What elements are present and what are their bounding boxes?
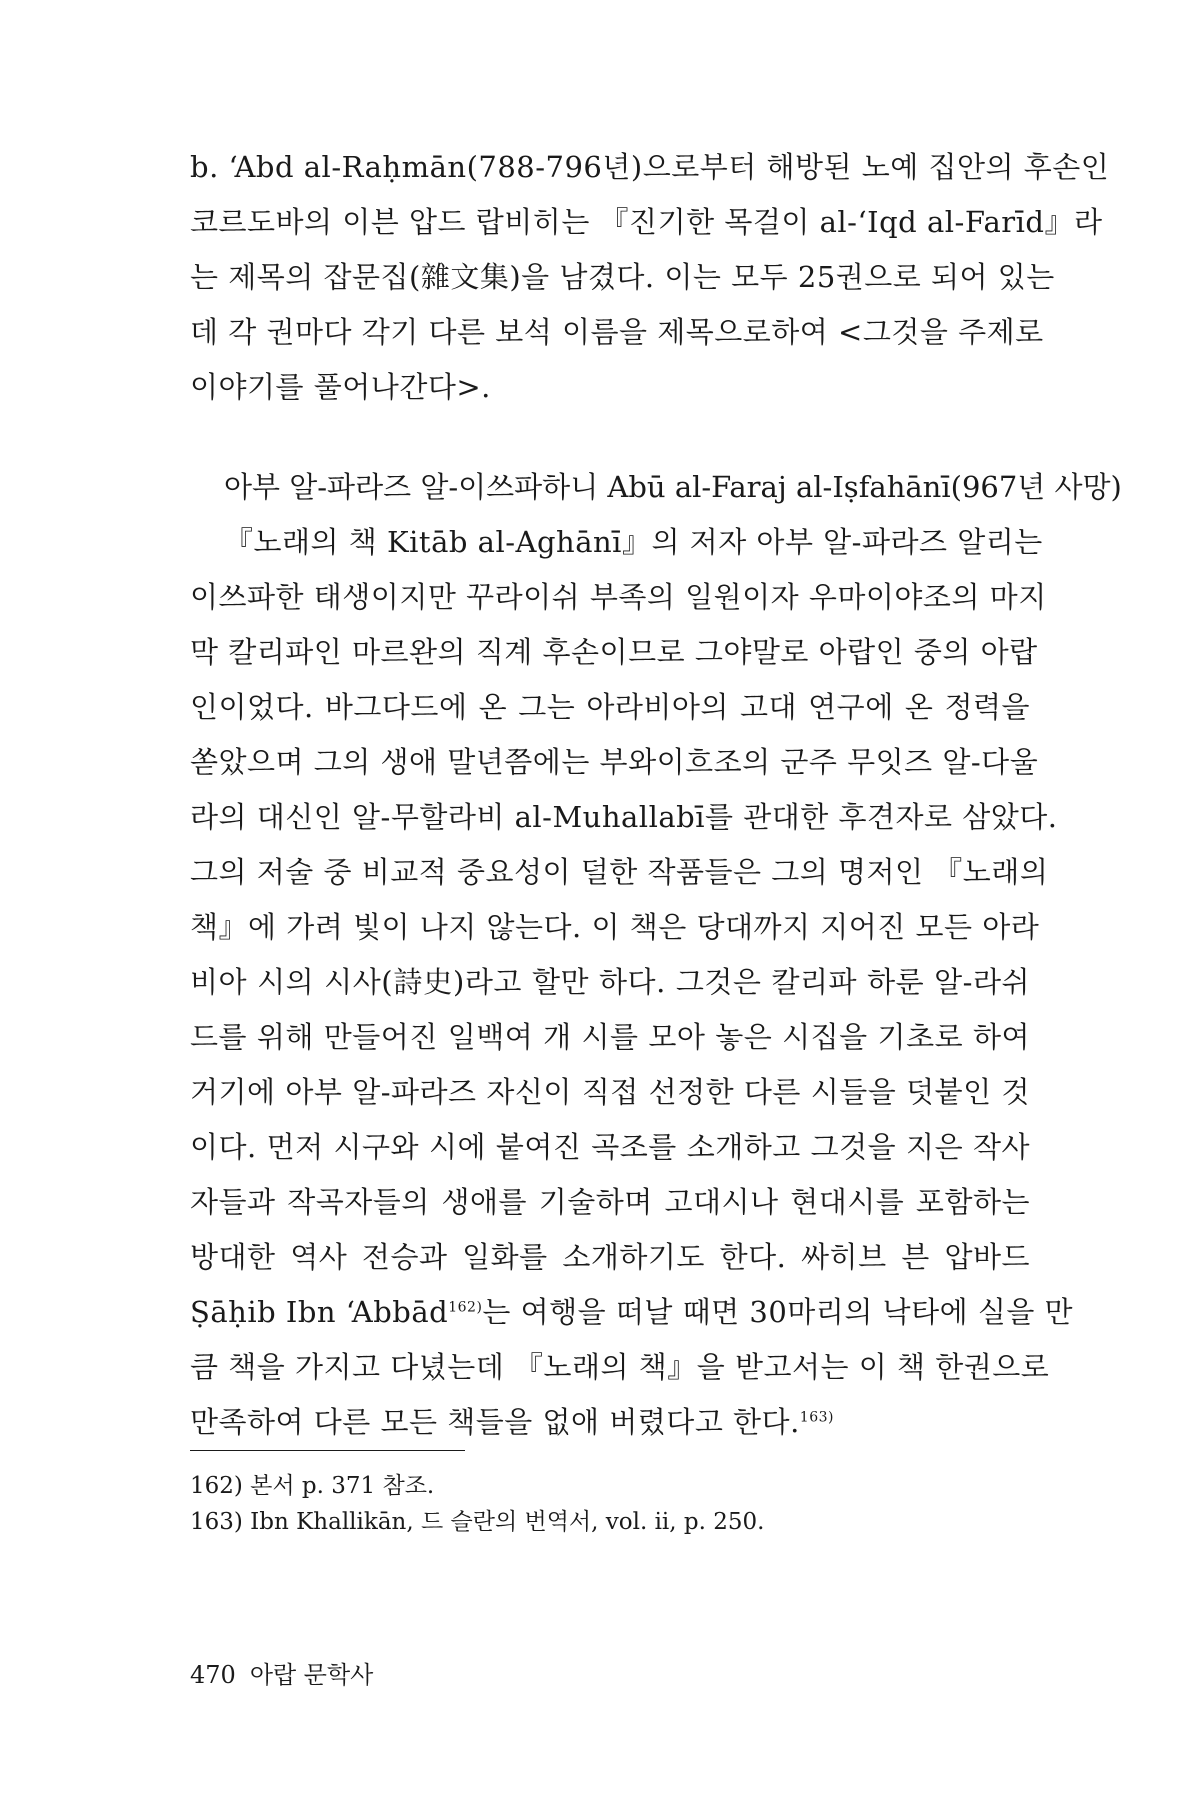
text-line: 이야기를 풀어나간다>.	[190, 370, 491, 404]
footnote-divider	[190, 1450, 465, 1451]
paragraph-iqd-al-farid	[190, 140, 1110, 415]
text-run: 는 여행을 떠날 때면 30마리의 낙타에 실을 만	[482, 1295, 1074, 1329]
text-line-with-footnote	[190, 1285, 1074, 1340]
text-line: 이다. 먼저 시구와 시에 붙여진 곡조를 소개하고 그것을 지은 작사	[190, 1130, 1030, 1164]
text-line: 비아 시의 시사(詩史)라고 할만 하다. 그것은 칼리파 하룬 알-라쉬	[190, 965, 1030, 999]
text-line: 인이었다. 바그다드에 온 그는 아라비아의 고대 연구에 온 정력을	[190, 690, 1030, 724]
text-line: 이쓰파한 태생이지만 꾸라이쉬 부족의 일원이자 우마이야조의 마지	[190, 580, 1047, 614]
footnote-ref-163[interactable]: 163)	[799, 1409, 834, 1426]
text-run: Ṣāḥib Ibn ‘Abbād	[190, 1295, 449, 1329]
text-line: 쏟았으며 그의 생애 말년쯤에는 부와이흐조의 군주 무잇즈 알-다울	[190, 745, 1039, 779]
text-line-with-footnote	[190, 1395, 1030, 1450]
page-body	[190, 140, 1122, 1450]
paragraph-abu-al-faraj	[190, 515, 1074, 1450]
page-number: 470	[190, 1661, 236, 1689]
section-heading: 아부 알-파라즈 알-이쓰파하니 Abū al-Faraj al-Iṣfahānī(967년 사망)	[224, 470, 1122, 504]
text-line: 라의 대신인 알-무할라비 al-Muhallabī를 관대한 후견자로 삼았다.	[190, 800, 1058, 834]
text-line: 그의 저술 중 비교적 중요성이 덜한 작품들은 그의 명저인 『노래의	[190, 855, 1049, 889]
page-footer	[190, 1655, 373, 1690]
text-line: 코르도바의 이븐 압드 랍비히는 『진기한 목걸이 al-‘Iqd al-Farīd』라	[190, 205, 1103, 239]
text-line: 큼 책을 가지고 다녔는데 『노래의 책』을 받고서는 이 책 한권으로	[190, 1350, 1050, 1384]
text-line: 방대한 역사 전승과 일화를 소개하기도 한다. 싸히브 븐 압바드	[190, 1240, 1030, 1274]
text-line: 드를 위해 만들어진 일백여 개 시를 모아 놓은 시집을 기초로 하여	[190, 1020, 1030, 1054]
text-line: b. ‘Abd al-Raḥmān(788-796년)으로부터 해방된 노예 집안의 후손인	[190, 150, 1110, 184]
text-line: 는 제목의 잡문집(雜文集)을 남겼다. 이는 모두 25권으로 되어 있는	[190, 260, 1055, 294]
text-line: 책』에 가려 빛이 나지 않는다. 이 책은 당대까지 지어진 모든 아라	[190, 910, 1040, 944]
footnote-163: 163) Ibn Khallikān, 드 슬란의 번역서, vol. ii, p. 250.	[190, 1509, 765, 1535]
footnote-162: 162) 본서 p. 371 참조.	[190, 1473, 435, 1499]
text-line: 거기에 아부 알-파라즈 자신이 직접 선정한 다른 시들을 덧붙인 것	[190, 1075, 1030, 1109]
text-line: 데 각 권마다 각기 다른 보석 이름을 제목으로하여 <그것을 주제로	[190, 315, 1044, 349]
text-line: 막 칼리파인 마르완의 직계 후손이므로 그야말로 아랍인 중의 아랍	[190, 635, 1038, 669]
footnote-ref-162[interactable]: 162)	[448, 1299, 483, 1316]
text-line: 『노래의 책 Kitāb al-Aghānī』의 저자 아부 알-파라즈 알리는	[224, 525, 1043, 559]
text-line: 자들과 작곡자들의 생애를 기술하며 고대시나 현대시를 포함하는	[190, 1185, 1030, 1219]
text-run: 만족하여 다른 모든 책들을 없애 버렸다고 한다.	[190, 1405, 800, 1439]
running-title: 아랍 문학사	[249, 1661, 374, 1689]
footnotes	[190, 1468, 1030, 1540]
